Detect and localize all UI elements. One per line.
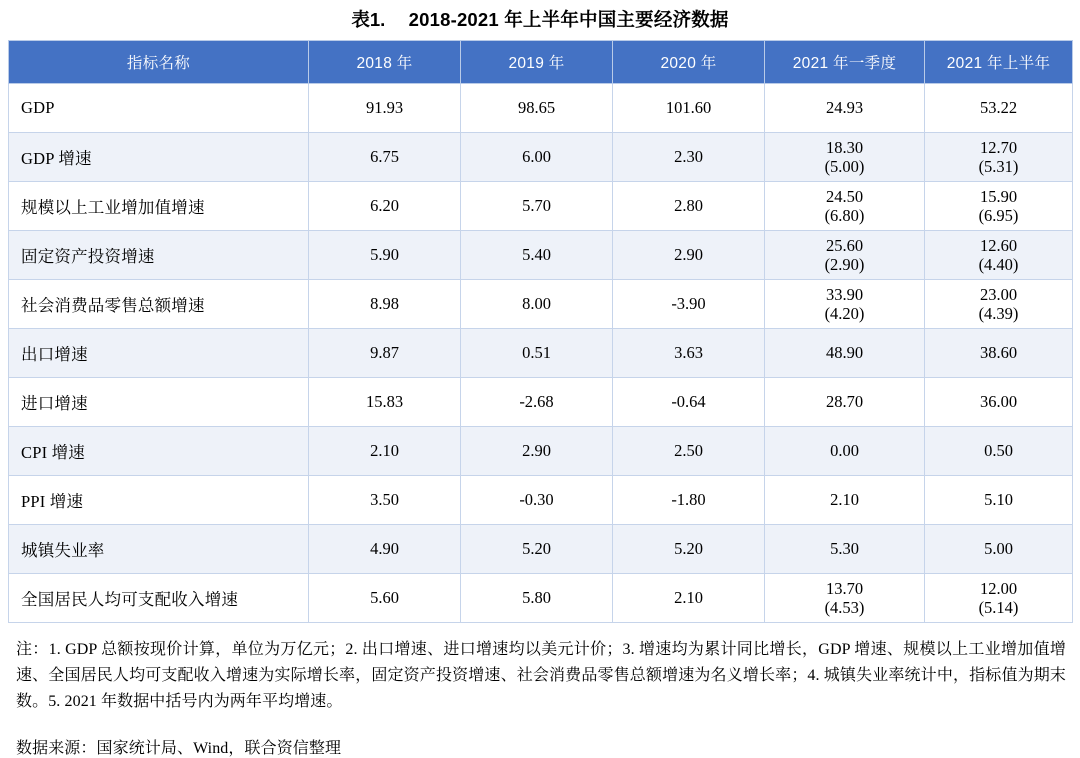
cell-2020: -0.64 (613, 378, 765, 427)
cell-2021h1-value: 53.22 (979, 98, 1018, 118)
cell-2021h1: 38.60 (925, 329, 1073, 378)
cell-2021h1: 5.10 (925, 476, 1073, 525)
cell-2021h1-value: 15.90 (979, 186, 1018, 206)
table-body (9, 84, 1073, 623)
cell-2021h1-value: 12.70 (979, 137, 1018, 157)
cell-2021h1 (925, 574, 1073, 623)
column-header-2019: 2019 年 (461, 41, 613, 84)
cell-2020: -3.90 (613, 280, 765, 329)
cell-2021q1-value: 13.70 (825, 578, 864, 598)
row-label: GDP (9, 84, 309, 133)
cell-2021q1-sub: (4.53) (824, 598, 865, 617)
cell-2021h1: 36.00 (925, 378, 1073, 427)
table-row (9, 133, 1073, 182)
cell-2020: 2.10 (613, 574, 765, 623)
cell-2018: 3.50 (309, 476, 461, 525)
table-row (9, 525, 1073, 574)
cell-2021h1-value: 23.00 (979, 284, 1018, 304)
cell-2021q1 (765, 182, 925, 231)
column-header-indicator: 指标名称 (9, 41, 309, 84)
cell-2021h1: 0.50 (925, 427, 1073, 476)
cell-2021h1-sub: (4.40) (978, 255, 1019, 274)
cell-2021h1-sub: (5.31) (978, 157, 1019, 176)
cell-2020: -1.80 (613, 476, 765, 525)
table-row (9, 84, 1073, 133)
cell-2018: 91.93 (309, 84, 461, 133)
cell-2021h1 (925, 231, 1073, 280)
cell-2018: 15.83 (309, 378, 461, 427)
cell-2021q1-sub: (5.00) (824, 157, 865, 176)
cell-2019: 2.90 (461, 427, 613, 476)
cell-2020: 3.63 (613, 329, 765, 378)
cell-2018: 2.10 (309, 427, 461, 476)
cell-2021h1-value: 12.60 (979, 235, 1018, 255)
cell-2021q1: 28.70 (765, 378, 925, 427)
cell-2019: 6.00 (461, 133, 613, 182)
cell-2021q1-value: 25.60 (825, 235, 864, 255)
cell-2019: 5.80 (461, 574, 613, 623)
cell-2020: 5.20 (613, 525, 765, 574)
row-label: GDP 增速 (9, 133, 309, 182)
cell-2018: 9.87 (309, 329, 461, 378)
cell-2021q1 (765, 133, 925, 182)
table-row (9, 378, 1073, 427)
cell-2018: 6.20 (309, 182, 461, 231)
row-label: 规模以上工业增加值增速 (9, 182, 309, 231)
table-row (9, 182, 1073, 231)
cell-2021q1-sub: (2.90) (824, 255, 865, 274)
cell-2021q1-value: 24.93 (825, 98, 864, 118)
cell-2021q1: 48.90 (765, 329, 925, 378)
cell-2018: 8.98 (309, 280, 461, 329)
page-title-main: 2018-2021 年上半年中国主要经济数据 (408, 9, 729, 30)
row-label: 全国居民人均可支配收入增速 (9, 574, 309, 623)
cell-2021q1 (765, 574, 925, 623)
cell-2021q1-sub: (6.80) (824, 206, 865, 225)
cell-2019: 8.00 (461, 280, 613, 329)
cell-2018: 5.90 (309, 231, 461, 280)
table-row (9, 231, 1073, 280)
cell-2020: 2.80 (613, 182, 765, 231)
table-notes: 注：1. GDP 总额按现价计算，单位为万亿元；2. 出口增速、进口增速均以美元计价；3. 增速均为累计同比增长，GDP 增速、规模以上工业增加值增速、全国居民人均可支配收入增速为实际增长率，固定资产投资增速、社会消费品零售总额增速为名义增长率；4. 城镇失业率统计中，指标值为期末数。5. 2021 年数据中括号内为两年平均增速。 (16, 641, 1066, 710)
table-header-row (9, 41, 1073, 84)
economic-data-table (8, 40, 1073, 623)
row-label: CPI 增速 (9, 427, 309, 476)
cell-2021h1 (925, 182, 1073, 231)
cell-2021h1 (925, 280, 1073, 329)
cell-2020: 2.90 (613, 231, 765, 280)
cell-2019: 5.70 (461, 182, 613, 231)
cell-2021q1: 5.30 (765, 525, 925, 574)
row-label: 城镇失业率 (9, 525, 309, 574)
table-row (9, 329, 1073, 378)
table-row (9, 427, 1073, 476)
cell-2021h1-sub: (6.95) (978, 206, 1019, 225)
cell-2021h1-sub: (5.14) (978, 598, 1019, 617)
table-row (9, 476, 1073, 525)
cell-2021q1-value: 24.50 (825, 186, 864, 206)
cell-2018: 4.90 (309, 525, 461, 574)
cell-2019: 5.40 (461, 231, 613, 280)
table-row (9, 574, 1073, 623)
row-label: 社会消费品零售总额增速 (9, 280, 309, 329)
cell-2021q1: 2.10 (765, 476, 925, 525)
row-label: 出口增速 (9, 329, 309, 378)
cell-2021q1 (765, 231, 925, 280)
page-title-prefix: 表1. (351, 9, 386, 30)
cell-2020: 2.30 (613, 133, 765, 182)
cell-2021h1 (925, 133, 1073, 182)
cell-2019: -2.68 (461, 378, 613, 427)
cell-2018: 5.60 (309, 574, 461, 623)
cell-2019: 5.20 (461, 525, 613, 574)
cell-2021h1: 5.00 (925, 525, 1073, 574)
cell-2021h1-value: 12.00 (979, 578, 1018, 598)
table-row (9, 280, 1073, 329)
column-header-2021h1: 2021 年上半年 (925, 41, 1073, 84)
cell-2021q1-sub: (4.20) (824, 304, 865, 323)
column-header-2018: 2018 年 (309, 41, 461, 84)
column-header-2020: 2020 年 (613, 41, 765, 84)
cell-2021q1-value: 33.90 (825, 284, 864, 304)
cell-2021q1: 0.00 (765, 427, 925, 476)
row-label: PPI 增速 (9, 476, 309, 525)
cell-2020: 101.60 (613, 84, 765, 133)
column-header-2021q1: 2021 年一季度 (765, 41, 925, 84)
row-label: 进口增速 (9, 378, 309, 427)
cell-2020: 2.50 (613, 427, 765, 476)
cell-2021q1 (765, 280, 925, 329)
cell-2021q1 (765, 84, 925, 133)
cell-2021h1-sub: (4.39) (978, 304, 1019, 323)
cell-2019: 98.65 (461, 84, 613, 133)
cell-2019: -0.30 (461, 476, 613, 525)
cell-2021q1-value: 18.30 (825, 137, 864, 157)
table-header (9, 41, 1073, 84)
data-source: 数据来源：国家统计局、Wind，联合资信整理 (16, 739, 342, 757)
row-label: 固定资产投资增速 (9, 231, 309, 280)
cell-2019: 0.51 (461, 329, 613, 378)
page-title (8, 0, 1072, 40)
cell-2021h1 (925, 84, 1073, 133)
cell-2018: 6.75 (309, 133, 461, 182)
